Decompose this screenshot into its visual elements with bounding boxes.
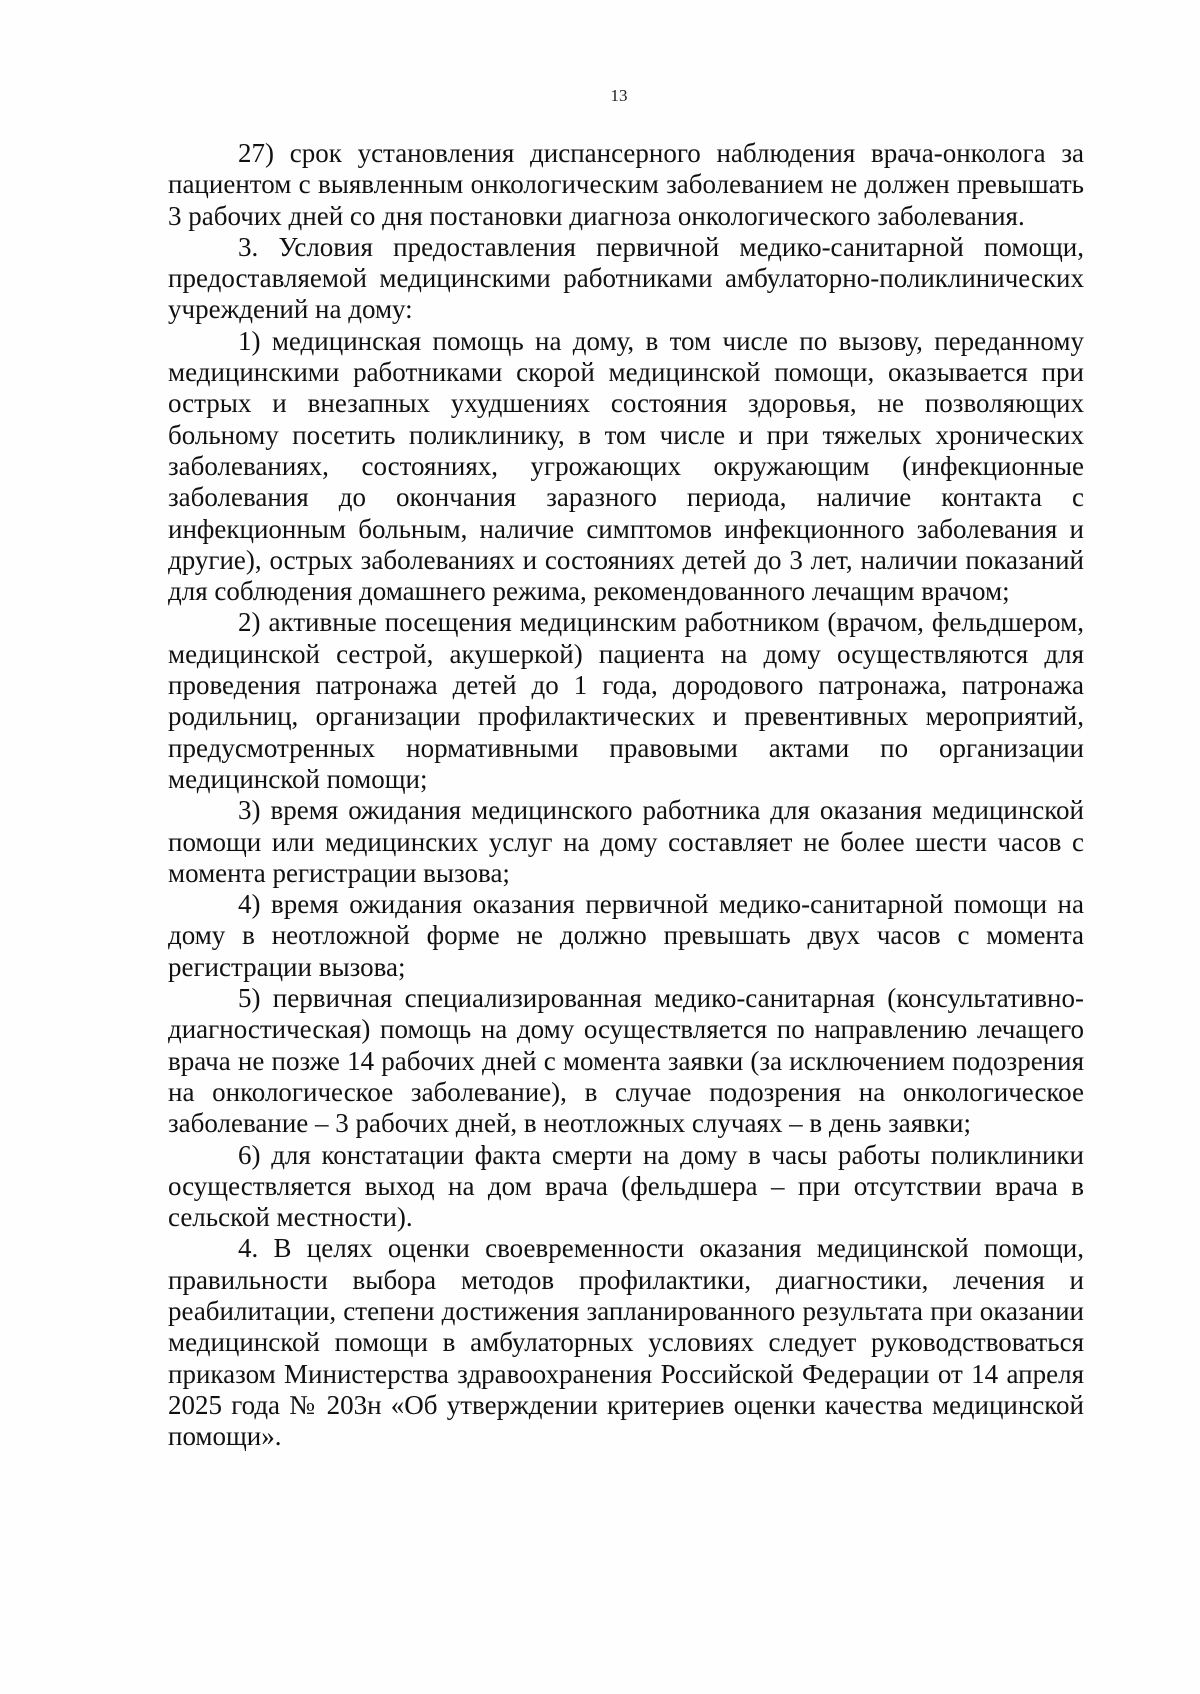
document-body [168,138,1084,1452]
page-number: 13 [610,86,628,105]
paragraph-item-4: 4) время ожидания оказания первичной медико-санитарной помощи на дому в неотложной форме не должно превышать двух часов с момента регистрации вызова; [168,889,1084,982]
paragraph-item-5: 5) первичная специализированная медико-санитарная (консультативно-диагностическая) помощь на дому осуществляется по направлению лечащего врача не позже 14 рабочих дней с момента заявки (за исключением подозрения на онкологическое заболевание), в случае подозрения на онкологическое заболевание – 3 рабочих дней, в неотложных случаях – в день заявки; [168,983,1084,1139]
paragraph-item-1: 1) медицинская помощь на дому, в том числе по вызову, переданному медицинскими работниками скорой медицинской помощи, оказывается при острых и внезапных ухудшениях состояния здоровья, не позволяющих больному посетить поликлинику, в том числе и при тяжелых хронических заболеваниях, состояниях, угрожающих окружающим (инфекционные заболевания до окончания заразного периода, наличие контакта с инфекционным больным, наличие симптомов инфекционного заболевания и другие), острых заболеваниях и состояниях детей до 3 лет, наличии показаний для соблюдения домашнего режима, рекомендованного лечащим врачом; [168,325,1084,607]
paragraph-item-3: 3) время ожидания медицинского работника для оказания медицинской помощи или медицинских услуг на дому составляет не более шести часов с момента регистрации вызова; [168,795,1084,888]
paragraph-section-4: 4. В целях оценки своевременности оказания медицинской помощи, правильности выбора методов профилактики, диагностики, лечения и реабилитации, степени достижения запланированного результата при оказании медицинской помощи в амбулаторных условиях следует руководствоваться приказом Министерства здравоохранения Российской Федерации от 14 апреля 2025 года № 203н «Об утверждении критериев оценки качества медицинской помощи». [168,1233,1084,1452]
paragraph-section-3: 3. Условия предоставления первичной медико-санитарной помощи, предоставляемой медицинскими работниками амбулаторно-поликлинических учреждений на дому: [168,231,1084,325]
paragraph-item-6: 6) для констатации факта смерти на дому в часы работы поликлиники осуществляется выход на дом врача (фельдшера – при отсутствии врача в сельской местности). [168,1139,1084,1233]
paragraph-item-27: 27) срок установления диспансерного наблюдения врача-онколога за пациентом с выявленным онкологическим заболеванием не должен превышать 3 рабочих дней со дня постановки диагноза онкологического заболевания. [168,138,1084,231]
paragraph-item-2: 2) активные посещения медицинским работником (врачом, фельдшером, медицинской сестрой, акушеркой) пациента на дому осуществляются для проведения патронажа детей до 1 года, дородового патронажа, патронажа родильниц, организации профилактических и превентивных мероприятий, предусмотренных нормативными правовыми актами по организации медицинской помощи; [168,607,1084,794]
